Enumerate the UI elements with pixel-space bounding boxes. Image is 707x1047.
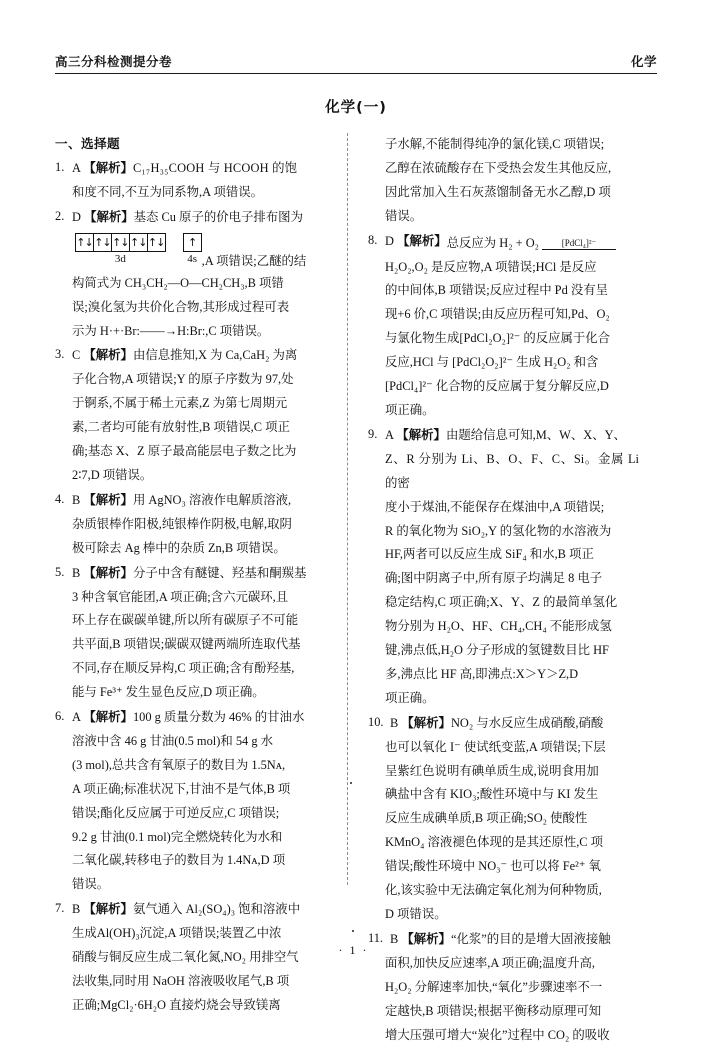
continuation-line4: 错误。 (385, 208, 423, 223)
item-analysis-marker: 【解析】 (401, 714, 451, 730)
item-number: 5. (55, 564, 65, 579)
answer-item-8 (368, 229, 639, 256)
section-heading-multiple-choice: 一、选择题 (55, 136, 120, 151)
item-analysis-marker: 【解析】 (83, 901, 133, 917)
item-answer: B (72, 565, 81, 580)
answer-item-3-line2: 子化合物,A 项错误;Y 的原子序数为 97,处 (72, 372, 294, 387)
item-answer: A (385, 427, 394, 442)
item-line: 基态 Cu 原子的价电子排布图为 (133, 209, 303, 224)
arrow-rule-icon (542, 248, 616, 250)
running-header-title: 高三分科检测提分卷 (55, 54, 173, 69)
orbital-cell: ↑↓ (147, 233, 166, 252)
item-number: 7. (55, 901, 65, 916)
answer-item-3-line6: 2∶7,D 项错误。 (72, 467, 153, 482)
page-title: 化学(一) (325, 100, 387, 116)
answer-item-8-line6: 反应,HCl 与 [PdCl₂O₂]²⁻ 生成 H₂O₂ 和含 (385, 355, 599, 370)
item-line: NO₂ 与水反应生成硝酸,硝酸 (450, 715, 604, 730)
orbital-3d-group (75, 233, 166, 265)
answer-item-5 (55, 561, 331, 586)
answer-item-3-line5: 确;基态 X、Z 原子最高能层电子数之比为 (72, 444, 297, 459)
answer-item-5-line4: 共平面,B 项错误;碳碳双键两端所连取代基 (72, 637, 301, 652)
catalyst-arrow (542, 238, 616, 250)
orbital-3d-label: 3d (114, 252, 126, 265)
running-header (55, 52, 657, 74)
answer-item-8-line8: 项正确。 (385, 402, 435, 417)
item-line: “化浆”的目的是增大固液接触 (450, 931, 611, 946)
answer-item-8-line5: 与氯化物生成[PdCl₂O₂]²⁻ 的反应属于化合 (385, 331, 611, 346)
item-answer: B (390, 715, 399, 730)
answer-item-7-line5: 正确;MgCl₂·6H₂O 直接灼烧会导致镁离 (72, 997, 281, 1012)
item-number: 11. (368, 930, 384, 945)
answer-item-9-line3: 度小于煤油,不能保存在煤油中,A 项错误; (385, 499, 605, 514)
left-column (55, 133, 347, 1012)
answer-item-4-line3: 极可除去 Ag 棒中的杂质 Zn,B 项错误。 (72, 540, 286, 555)
answer-item-2-line4: 误;溴化氢为共价化合物,其形成过程可表 (72, 299, 290, 314)
lewis-structure-pre: 示为 H·+·Br: (72, 323, 140, 338)
answer-item-6-line8: 错误。 (72, 877, 110, 892)
answer-item-1-line2: 和度不同,不互为同系物,A 项错误。 (72, 184, 264, 199)
answer-item-11-line3: H₂O₂ 分解速率加快,“氧化”步骤速率不一 (385, 979, 603, 994)
orbital-4s-boxes (183, 233, 202, 252)
answer-item-6-line4: A 项正确;标准状况下,甘油不是气体,B 项 (72, 781, 291, 796)
orbital-4s-group (183, 233, 202, 265)
orbital-cell: ↑ (183, 233, 202, 252)
answer-item-3-line4: 素,二者均可能有放射性,B 项错误,C 项正 (72, 420, 290, 435)
answer-item-8-line7: [PdCl₄]²⁻ 化合物的反应属于复分解反应,D (385, 379, 609, 394)
scan-speck (352, 930, 354, 932)
answer-item-4 (55, 488, 331, 513)
answer-item-5-line2: 3 种含氧官能团,A 项正确;含六元碳环,且 (72, 589, 289, 604)
answer-item-8-line2: H₂O₂,O₂ 是反应物,A 项错误;HCl 是反应 (385, 259, 597, 274)
answer-item-9-line5: HF,两者可以反应生成 SiF₄ 和水,B 项正 (385, 547, 594, 562)
reaction-reactants: 总反应为 H₂ + O₂ (446, 235, 540, 250)
answer-item-9-line4: R 的氧化物为 SiO₂,Y 的氢化物的水溶液为 (385, 523, 612, 538)
item-analysis-marker: 【解析】 (83, 491, 133, 507)
answer-item-6-line2: 溶液中含 46 g 甘油(0.5 mol)和 54 g 水 (72, 733, 273, 748)
item-analysis-marker: 【解析】 (84, 208, 134, 224)
answer-item-3-line3: 于锕系,不属于稀土元素,Z 为第七周期元 (72, 396, 288, 411)
answer-item-2-line5 (55, 320, 331, 344)
item-line: 氨气通入 Al₂(SO₄)₃ 饱和溶液中 (132, 902, 301, 917)
answer-item-10-line3: 呈紫红色说明有碘单质生成,说明食用加 (385, 763, 599, 778)
catalyst-label: [PdCl₄]²⁻ (561, 237, 597, 248)
orbital-cell: ↑↓ (75, 233, 94, 252)
answer-item-6-line6: 9.2 g 甘油(0.1 mol)完全燃烧转化为水和 (72, 829, 283, 844)
item-number: 4. (55, 491, 65, 506)
item-number: 3. (55, 347, 65, 362)
item-answer: D (72, 209, 81, 224)
continuation-line1: 子水解,不能制得纯净的氯化镁,C 项错误; (385, 137, 605, 151)
answer-item-7 (55, 897, 331, 922)
answer-item-9-line7: 稳定结构,C 项正确;X、Y、Z 的最简单氢化 (385, 595, 618, 610)
item-line: 分子中含有醚键、羟基和酮羰基 (132, 565, 307, 580)
answer-item-9-line8: 物分别为 H₂O、HF、CH₄,CH₄ 不能形成氢 (385, 619, 612, 634)
answer-item-7-line4: 法收集,同时用 NaOH 溶液吸收尾气,B 项 (72, 974, 290, 988)
item-number: 1. (55, 160, 65, 174)
answer-item-10 (368, 711, 639, 736)
answer-item-9-line11: 项正确。 (385, 690, 435, 705)
answer-item-2 (55, 205, 331, 230)
item-answer: B (72, 902, 81, 917)
answer-item-6 (55, 705, 331, 730)
right-column (347, 133, 639, 1042)
continuation-line2: 乙醇在浓硫酸存在下受热会发生其他反应, (385, 160, 612, 175)
item-analysis-marker: 【解析】 (396, 426, 446, 442)
answer-item-4-line2: 杂质银棒作阳极,纯银棒作阴极,电解,取阴 (72, 516, 292, 531)
answer-item-6-line7: 二氧化碳,转移电子的数目为 1.4Nᴀ,D 项 (72, 853, 286, 868)
item-answer: B (72, 492, 81, 507)
answer-item-10-line9: D 项错误。 (385, 907, 447, 921)
answer-item-9-line10: 多,沸点比 HF 高,即沸点:X＞Y＞Z,D (385, 666, 579, 681)
answer-item-9-line9: 键,沸点低,H₂O 分子形成的氢键数目比 HF (385, 643, 609, 658)
item-line: 用 AgNO₃ 溶液作电解质溶液, (132, 492, 292, 507)
answer-item-9 (368, 423, 639, 448)
answer-item-5-line3: 环上存在碳碳单键,所以所有碳原子不可能 (72, 613, 299, 628)
item-number: 9. (368, 426, 378, 441)
answer-item-8-line3: 的中间体,B 项错误;反应过程中 Pd 没有呈 (385, 283, 609, 298)
item-line: 由题给信息可知,M、W、X、Y、 (445, 427, 626, 442)
item-line: 由信息推知,X 为 Ca,CaH₂ 为离 (132, 348, 298, 363)
item-line: C₁₇H₃₅COOH 与 HCOOH 的饱 (132, 161, 298, 175)
item-line: 100 g 质量分数为 46% 的甘油水 (132, 710, 305, 725)
item-answer: B (390, 931, 399, 946)
answer-item-8-line4: 现+6 价,C 项错误;由反应历程可知,Pd、O₂ (385, 307, 610, 322)
orbital-4s-label: 4s (187, 252, 198, 265)
orbital-trailing-text: ,A 项错误;乙醚的结 (201, 253, 307, 268)
reaction-arrow-icon: ——→ (139, 323, 178, 338)
item-number: 2. (55, 208, 65, 223)
item-answer: A (72, 161, 81, 175)
lewis-structure-post: H:Br:,C 项错误。 (177, 323, 270, 338)
item-answer: A (72, 710, 81, 725)
item-number: 6. (55, 709, 65, 724)
item-analysis-marker: 【解析】 (401, 930, 451, 946)
answer-item-10-line8: 化,该实验中无法确定氧化剂为何种物质, (385, 883, 602, 898)
item-number: 8. (368, 232, 378, 247)
answer-item-9-line2: Z、R 分别为 Li、B、O、F、C、Si。金属 Li 的密 (385, 451, 639, 490)
continuation-line3: 因此常加入生石灰蒸馏制备无水乙醇,D 项 (385, 184, 611, 199)
answer-item-5-line5: 不同,存在顺反异构,C 项正确;含有酚羟基, (72, 661, 295, 676)
answer-item-10-line6: KMnO₄ 溶液褪色体现的是其还原性,C 项 (385, 835, 604, 850)
orbital-3d-boxes (75, 233, 166, 252)
item-answer: C (72, 348, 81, 363)
answer-item-2-line3: 构简式为 CH₃CH₂—O—CH₂CH₃,B 项错 (72, 275, 284, 290)
answer-item-5-line6: 能与 Fe³⁺ 发生显色反应,D 项正确。 (72, 685, 265, 700)
item-analysis-marker: 【解析】 (83, 347, 133, 363)
orbital-cell: ↑↓ (93, 233, 112, 252)
answer-item-7-line2: 生成Al(OH)₃沉淀,A 项错误;装置乙中浓 (72, 926, 282, 941)
orbital-cell: ↑↓ (111, 233, 130, 252)
answer-item-10-line7: 错误;酸性环境中 NO₃⁻ 也可以将 Fe²⁺ 氧 (385, 859, 601, 874)
answer-item-9-line6: 确;图中阴离子中,所有原子均满足 8 电子 (385, 571, 603, 586)
answer-item-7-line3: 硝酸与铜反应生成二氧化氮,NO₂ 用排空气 (72, 950, 299, 965)
answer-item-1 (55, 156, 331, 181)
running-header-subject: 化学 (630, 54, 657, 69)
answer-item-6-line5: 错误;酯化反应属于可逆反应,C 项错误; (72, 805, 280, 820)
scan-speck (350, 782, 352, 784)
orbital-diagram (75, 233, 331, 271)
answer-item-10-line5: 反应生成碘单质,B 项正确;SO₂ 使酸性 (385, 811, 588, 826)
reaction-equation (447, 232, 616, 256)
item-answer: D (385, 233, 394, 248)
answer-item-11-line4: 定越快,B 项错误;根据平衡移动原理可知 (385, 1003, 602, 1018)
answer-item-3 (55, 343, 331, 368)
answer-item-10-line4: 碘盐中含有 KIO₃;酸性环境中与 KI 发生 (385, 787, 599, 802)
page-number: · 1 · (338, 943, 369, 957)
answer-item-6-line3: (3 mol),总共含有氧原子的数目为 1.5Nᴀ, (72, 757, 286, 772)
two-column-body (55, 133, 657, 1042)
orbital-cell: ↑↓ (129, 233, 148, 252)
answer-item-11-line2: 面积,加快反应速率,A 项正确;温度升高, (385, 955, 595, 970)
item-analysis-marker: 【解析】 (83, 160, 133, 175)
item-number: 10. (368, 714, 384, 729)
item-analysis-marker: 【解析】 (83, 709, 133, 725)
answer-item-11-line5: 增大压强可增大“炭化”过程中 CO₂ 的吸收 (385, 1027, 610, 1042)
answer-item-10-line2: 也可以氧化 I⁻ 使试纸变蓝,A 项错误;下层 (385, 739, 606, 754)
item-analysis-marker: 【解析】 (397, 232, 447, 248)
item-analysis-marker: 【解析】 (83, 564, 133, 580)
